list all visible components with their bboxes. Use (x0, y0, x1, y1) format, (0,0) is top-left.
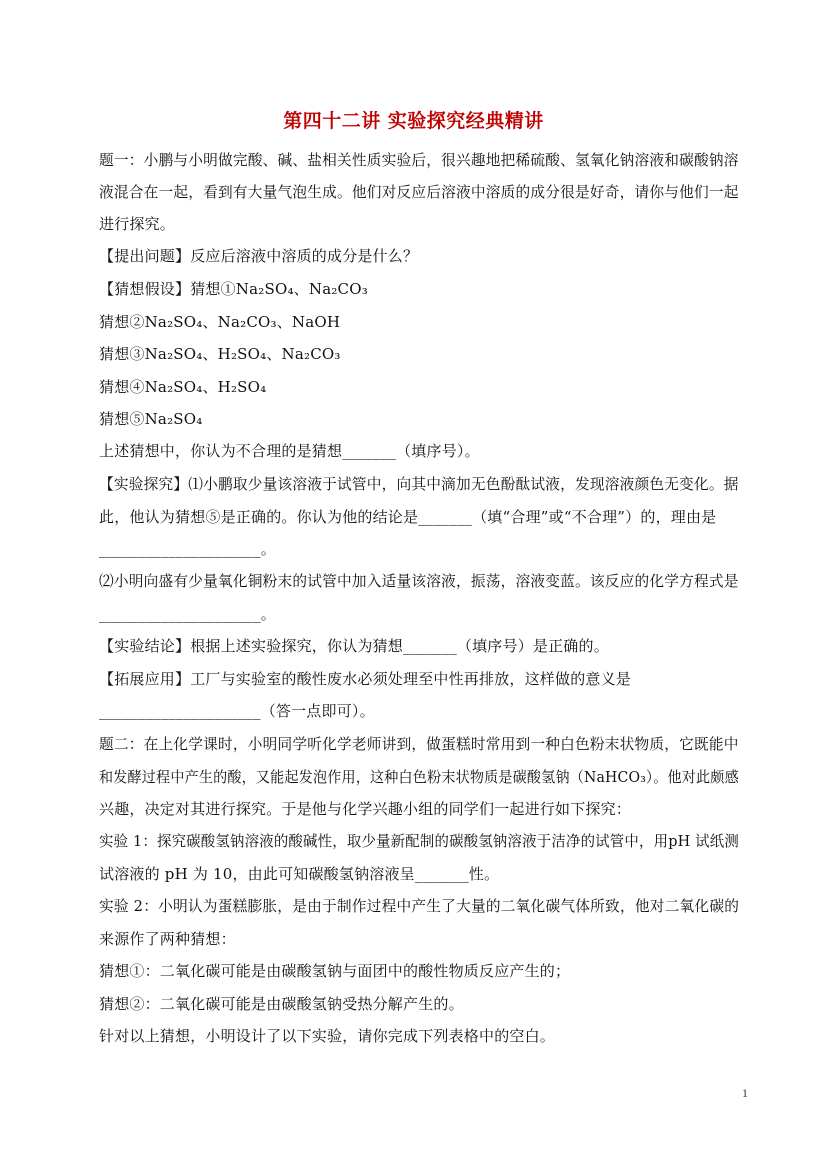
paragraph-line: 【实验结论】根据上述实验探究，你认为猜想_______（填序号）是正确的。 (99, 637, 609, 655)
paragraph-line: 进行探究。 (99, 215, 176, 233)
answer-blank-line: _____________________（答一点即可）。 (99, 702, 375, 720)
answer-blank-line: _____________________。 (99, 605, 276, 623)
paragraph-line: 猜想②：二氧化碳可能是由碳酸氢钠受热分解产生的。 (99, 995, 464, 1013)
paragraph-line: 猜想③Na₂SO₄、H₂SO₄、Na₂CO₃ (99, 345, 341, 363)
paragraph-line: 【猜想假设】猜想①Na₂SO₄、Na₂CO₃ (99, 280, 368, 298)
paragraph-line: 【提出问题】反应后溶液中溶质的成分是什么？ (99, 247, 419, 265)
paragraph-line: ⑵小明向盛有少量氧化铜粉末的试管中加入适量该溶液，振荡，溶液变蓝。该反应的化学方程式是 (99, 572, 739, 590)
paragraph-line: 兴趣，决定对其进行探究。于是他与化学兴趣小组的同学们一起进行如下探究： (99, 800, 632, 818)
paragraph-line: 猜想⑤Na₂SO₄ (99, 410, 203, 428)
paragraph-line: 【实验探究】⑴小鹏取少量该溶液于试管中，向其中滴加无色酚酞试液，发现溶液颜色无变化。据 (99, 475, 739, 493)
paragraph-line: 猜想④Na₂SO₄、H₂SO₄ (99, 378, 267, 396)
answer-blank-line: _____________________。 (99, 540, 276, 558)
paragraph-line: 和发酵过程中产生的酸，又能起发泡作用，这种白色粉末状物质是碳酸氢钠（NaHCO₃）。他对此颇感 (99, 768, 739, 786)
paragraph-line: 液混合在一起，看到有大量气泡生成。他们对反应后溶液中溶质的成分很是好奇，请你与他们一起 (99, 183, 739, 201)
paragraph-line: 上述猜想中，你认为不合理的是猜想_______（填序号）。 (99, 442, 480, 460)
paragraph-line: 来源作了两种猜想： (99, 930, 236, 948)
paragraph-line: 【拓展应用】工厂与实验室的酸性废水必须处理至中性再排放，这样做的意义是 (99, 670, 632, 688)
paragraph-line: 针对以上猜想，小明设计了以下实验，请你完成下列表格中的空白。 (99, 1027, 556, 1045)
paragraph-line: 猜想②Na₂SO₄、Na₂CO₃、NaOH (99, 313, 341, 331)
page-number: 1 (742, 1086, 748, 1100)
paragraph-line: 试溶液的 pH 为 10，由此可知碳酸氢钠溶液呈_______性。 (99, 865, 500, 883)
paragraph-line: 实验 2：小明认为蛋糕膨胀，是由于制作过程中产生了大量的二氧化碳气体所致，他对二氧化碳的 (99, 897, 740, 915)
paragraph-line: 题二：在上化学课时，小明同学听化学老师讲到，做蛋糕时常用到一种白色粉末状物质，它既能中 (99, 735, 739, 753)
paragraph-line: 猜想①：二氧化碳可能是由碳酸氢钠与面团中的酸性物质反应产生的； (99, 962, 571, 980)
paragraph-line: 此，他认为猜想⑤是正确的。你认为他的结论是_______（填“合理”或“不合理”）的，理由是 (99, 508, 717, 526)
page-title: 第四十二讲 实验探究经典精讲 (283, 110, 544, 132)
paragraph-line: 题一：小鹏与小明做完酸、碱、盐相关性质实验后，很兴趣地把稀硫酸、氢氧化钠溶液和碳酸钠溶 (99, 151, 739, 169)
paragraph-line: 实验 1：探究碳酸氢钠溶液的酸碱性，取少量新配制的碳酸氢钠溶液于洁净的试管中，用pH 试纸测 (99, 832, 739, 850)
